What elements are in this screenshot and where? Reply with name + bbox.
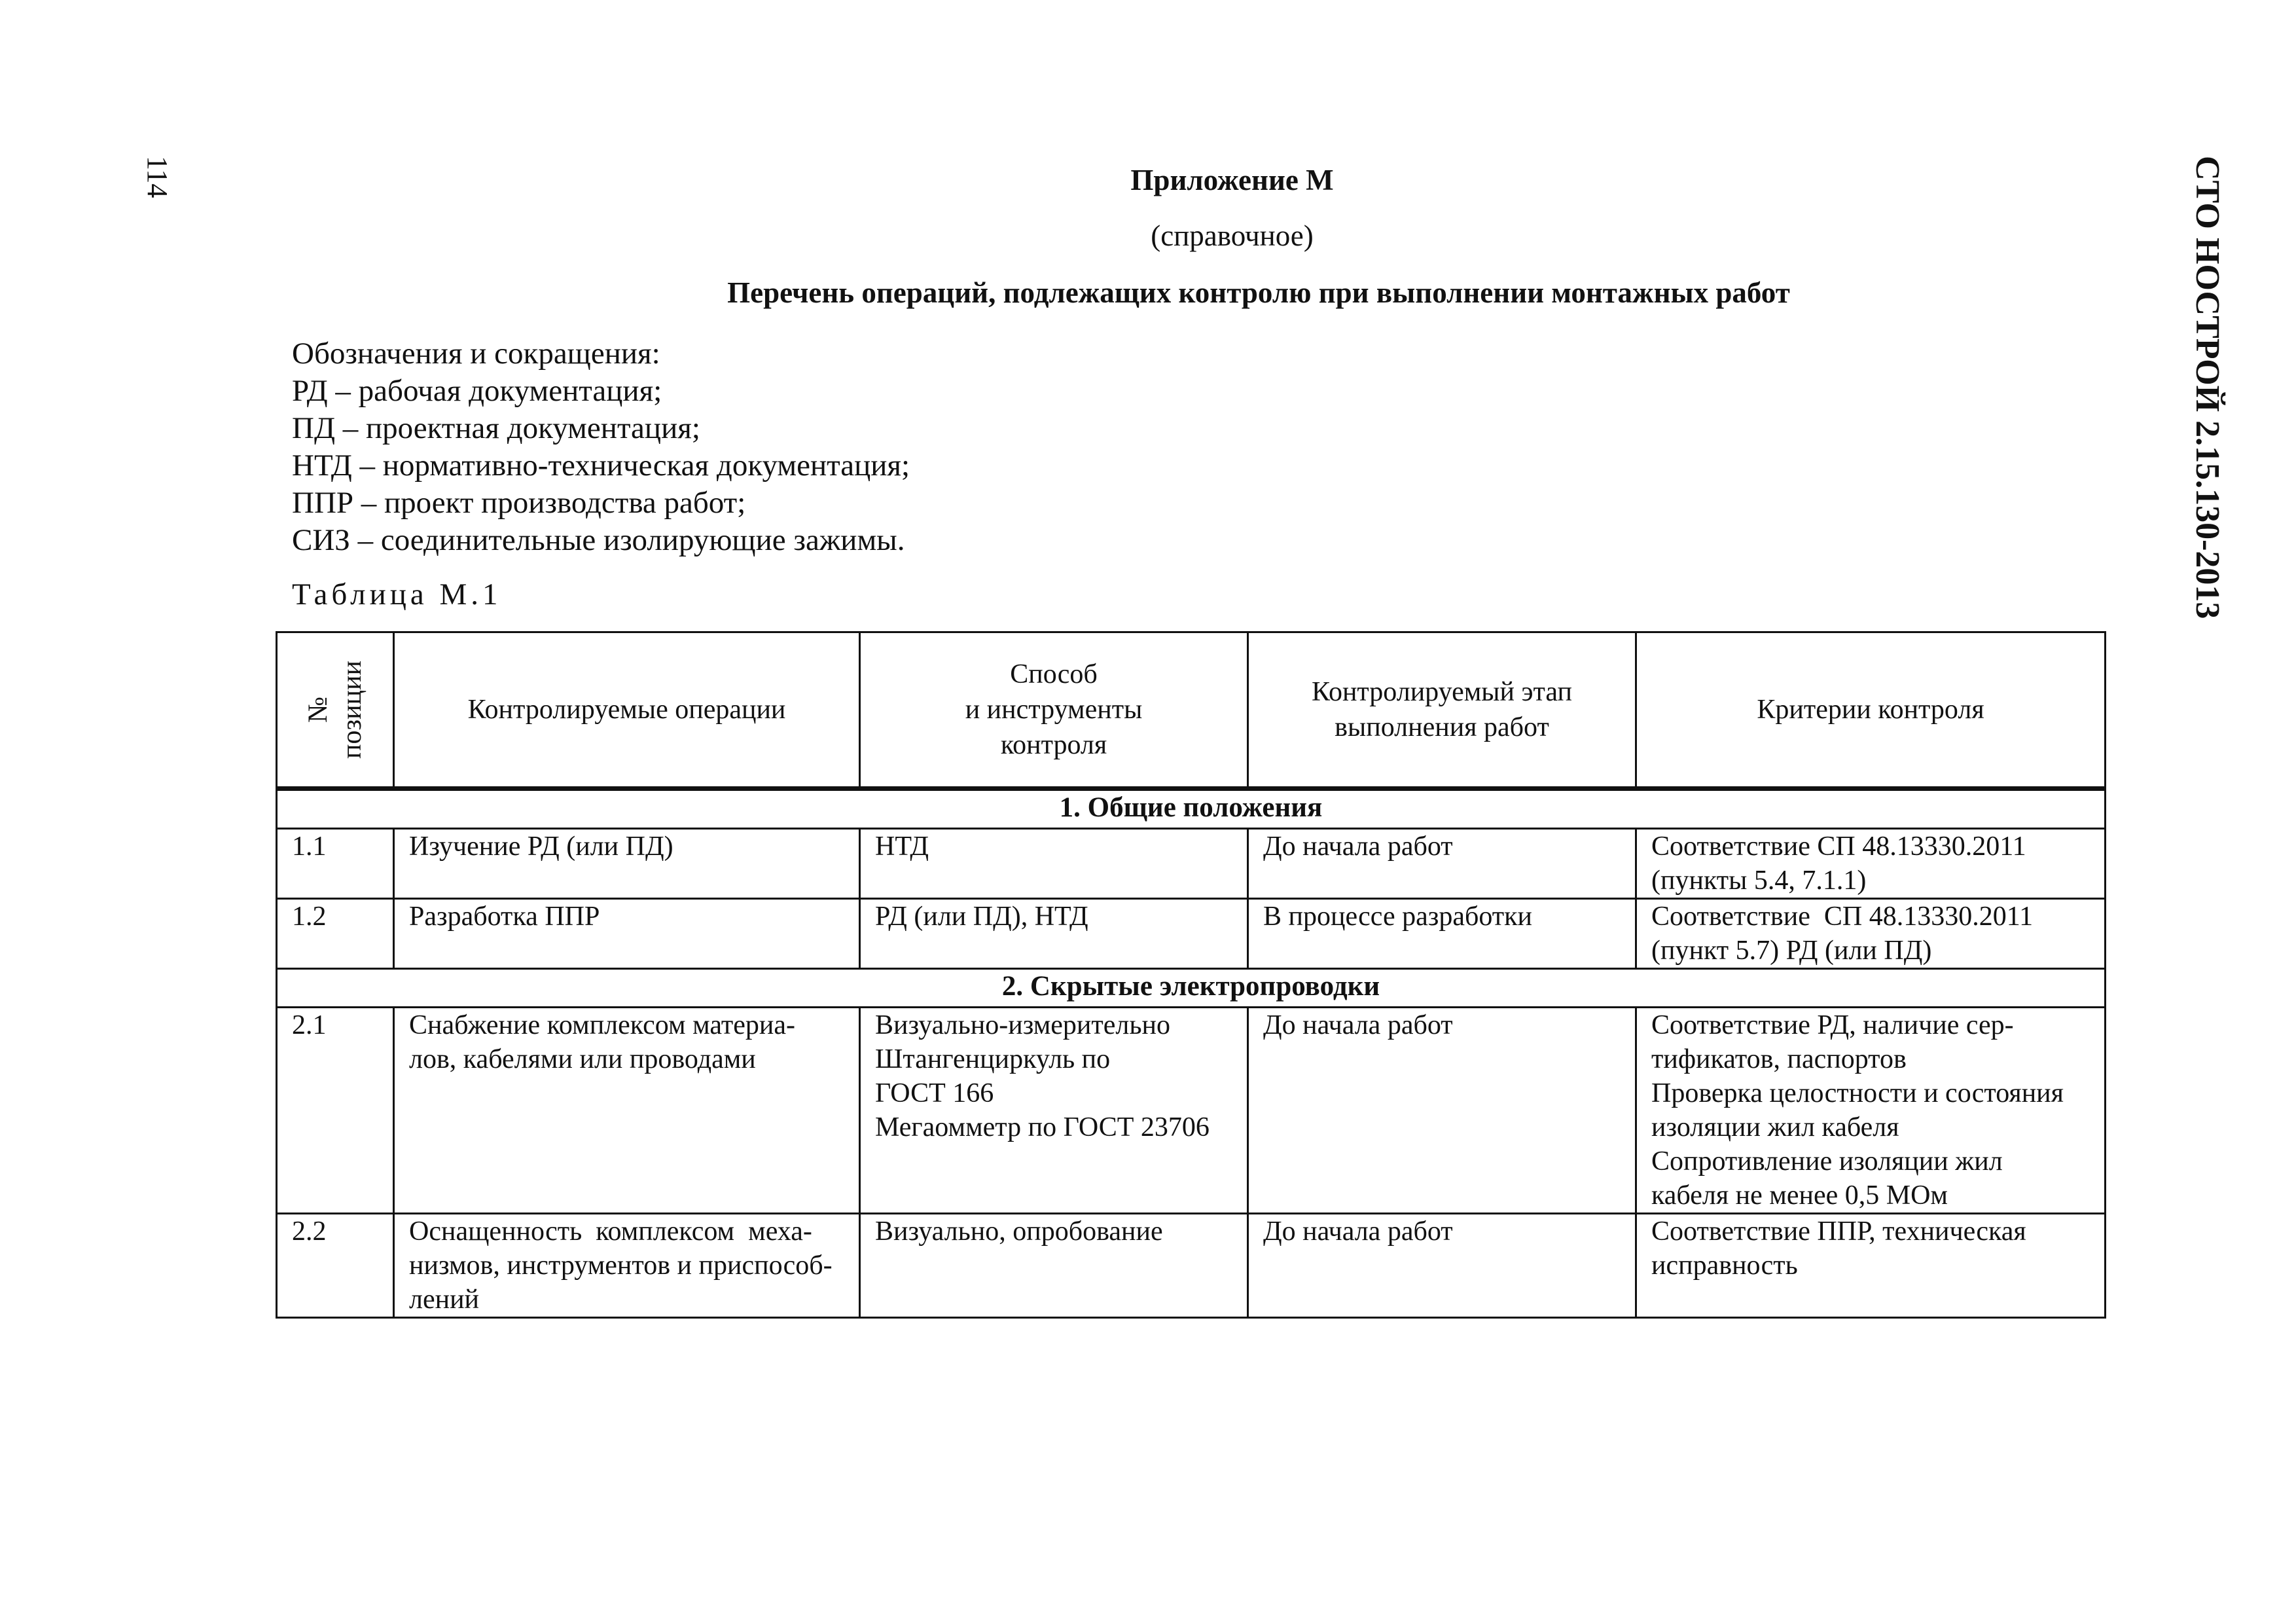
table-row: [277, 1008, 2106, 1214]
header-position-number-sign: №: [303, 696, 333, 723]
operation-cell-line: Снабжение комплексом материа-: [409, 1010, 796, 1040]
criteria-cell-line: Соответствие СП 48.13330.2011: [1651, 831, 2026, 862]
criteria-cell-line: тификатов, паспортов: [1651, 1044, 1907, 1074]
method-cell: [860, 899, 1248, 969]
abbreviation-item: ППР – проект производства работ;: [292, 486, 746, 520]
criteria-cell-line: (пункт 5.7) РД (или ПД): [1651, 936, 1932, 966]
stage-cell: [1248, 899, 1636, 969]
abbreviation-item: РД – рабочая документация;: [292, 374, 662, 408]
method-cell-line: НТД: [875, 831, 929, 862]
criteria-cell-line: Соответствие РД, наличие сер-: [1651, 1010, 2014, 1040]
position-number-cell: 1.2: [277, 899, 394, 969]
operation-cell-line: лов, кабелями или проводами: [409, 1044, 756, 1074]
section-title: 1. Общие положения: [277, 790, 2106, 829]
abbreviation-item: НТД – нормативно-техническая документация;: [292, 448, 910, 483]
header-method-line: контроля: [1000, 730, 1107, 760]
table-caption: Таблица М.1: [292, 577, 502, 611]
criteria-cell: [1636, 829, 2106, 899]
table-header-row: [277, 632, 2106, 788]
criteria-cell-line: изоляции жил кабеля: [1651, 1112, 1899, 1142]
operation-cell-line: Разработка ППР: [409, 902, 600, 932]
operation-cell: [394, 1214, 860, 1318]
position-number-cell: 2.2: [277, 1214, 394, 1318]
abbreviation-item: СИЗ – соединительные изолирующие зажимы.: [292, 523, 905, 557]
criteria-cell-line: исправность: [1651, 1250, 1798, 1281]
method-cell: [860, 829, 1248, 899]
section-row: [277, 969, 2106, 1008]
stage-cell: [1248, 829, 1636, 899]
criteria-cell-line: Соответствие СП 48.13330.2011: [1651, 902, 2034, 932]
criteria-cell: [1636, 899, 2106, 969]
header-position: [277, 632, 394, 788]
method-cell: [860, 1214, 1248, 1318]
position-number-cell: 2.1: [277, 1008, 394, 1214]
table-row: [277, 899, 2106, 969]
stage-cell-line: До начала работ: [1263, 1010, 1453, 1040]
document-code: СТО НОСТРОЙ 2.15.130-2013: [2189, 156, 2226, 619]
stage-cell-line: До начала работ: [1263, 831, 1453, 862]
control-operations-table: [276, 631, 2106, 1319]
operation-cell-line: низмов, инструментов и приспособ-: [409, 1250, 833, 1281]
criteria-cell-line: Сопротивление изоляции жил: [1651, 1146, 2003, 1176]
stage-cell: [1248, 1214, 1636, 1318]
operation-cell-line: Оснащенность комплексом меха-: [409, 1216, 812, 1247]
header-method-line: и инструменты: [965, 695, 1143, 725]
table-row: [277, 829, 2106, 899]
method-cell-line: Визуально, опробование: [875, 1216, 1163, 1247]
operation-cell-line: Изучение РД (или ПД): [409, 831, 673, 862]
operation-cell: [394, 829, 860, 899]
criteria-cell-line: (пункты 5.4, 7.1.1): [1651, 866, 1867, 896]
stage-cell-line: В процессе разработки: [1263, 902, 1533, 932]
criteria-cell: [1636, 1214, 2106, 1318]
table-row: [277, 1214, 2106, 1318]
operation-cell: [394, 1008, 860, 1214]
method-cell-line: ГОСТ 166: [875, 1078, 994, 1108]
appendix-title: Приложение М: [1130, 164, 1334, 196]
section-row: [277, 790, 2106, 829]
header-method: [860, 632, 1248, 788]
criteria-cell-line: кабеля не менее 0,5 МОм: [1651, 1180, 1948, 1211]
operation-cell-line: лений: [409, 1285, 480, 1315]
criteria-cell-line: Проверка целостности и состояния: [1651, 1078, 2064, 1108]
method-cell-line: Штангенциркуль по: [875, 1044, 1111, 1074]
header-stage-line: выполнения работ: [1335, 712, 1549, 742]
abbreviations-block: [292, 335, 910, 559]
header-position-label: позиции: [337, 661, 367, 759]
header-method-line: Способ: [1010, 659, 1098, 689]
method-cell-line: Мегаомметр по ГОСТ 23706: [875, 1112, 1210, 1142]
header-stage: [1248, 632, 1636, 788]
method-cell-line: Визуально-измерительно: [875, 1010, 1170, 1040]
header-criteria: Критерии контроля: [1636, 632, 2106, 788]
stage-cell: [1248, 1008, 1636, 1214]
criteria-cell-line: Соответствие ППР, техническая: [1651, 1216, 2026, 1247]
section-title: 2. Скрытые электропроводки: [277, 969, 2106, 1008]
abbreviations-intro: Обозначения и сокращения:: [292, 337, 660, 371]
operation-cell: [394, 899, 860, 969]
list-title: Перечень операций, подлежащих контролю при выполнении монтажных работ: [727, 276, 1790, 309]
abbreviation-item: ПД – проектная документация;: [292, 411, 700, 445]
method-cell-line: РД (или ПД), НТД: [875, 902, 1088, 932]
header-operations: Контролируемые операции: [394, 632, 860, 788]
position-number-cell: 1.1: [277, 829, 394, 899]
header-stage-line: Контролируемый этап: [1312, 677, 1572, 707]
criteria-cell: [1636, 1008, 2106, 1214]
method-cell: [860, 1008, 1248, 1214]
stage-cell-line: До начала работ: [1263, 1216, 1453, 1247]
appendix-status: (справочное): [1151, 219, 1314, 252]
page-number: 114: [141, 156, 173, 198]
